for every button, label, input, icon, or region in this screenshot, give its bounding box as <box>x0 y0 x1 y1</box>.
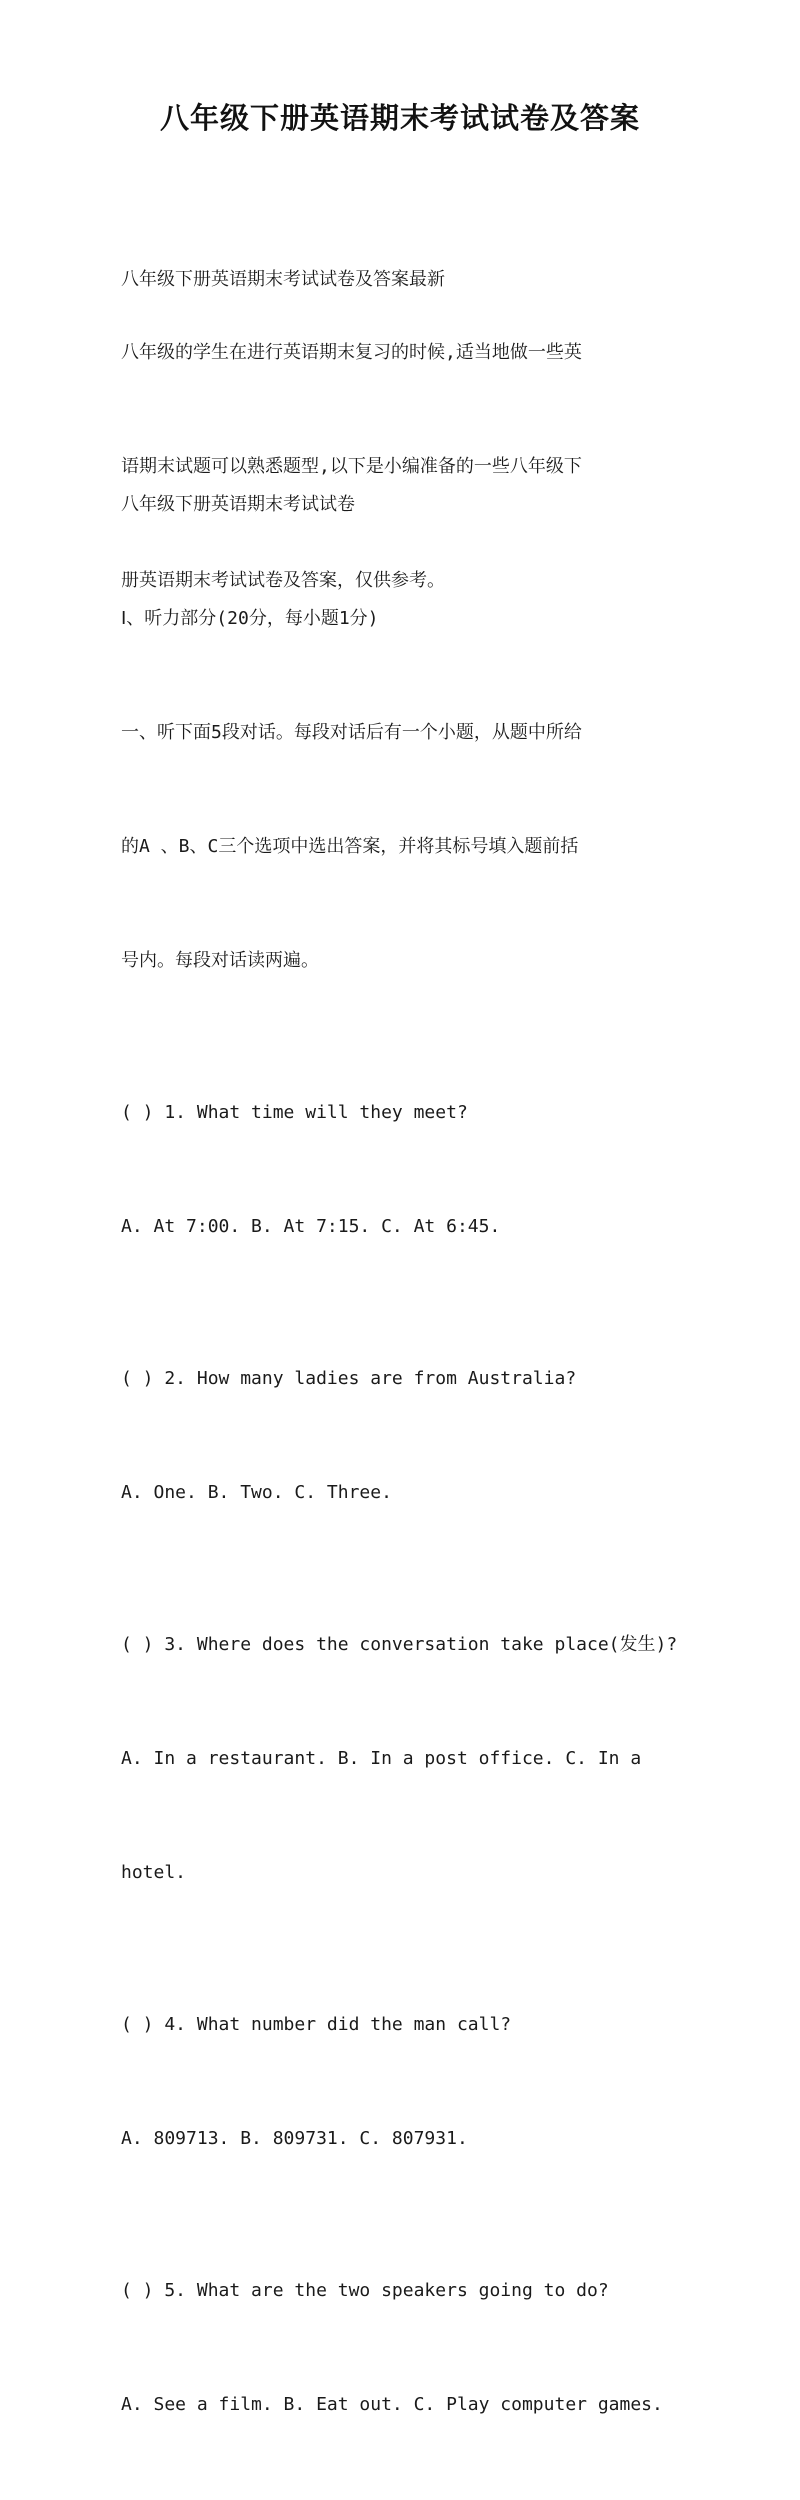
instruction-line: 的A 、B、C三个选项中选出答案，并将其标号填入题前括 <box>121 836 579 857</box>
question-1-options: A. At 7:00. B. At 7:15. C. At 6:45. <box>121 1216 501 1237</box>
question-3: ( ) 3. Where does the conversation take place(发生)? <box>121 1634 678 1655</box>
question-3-options-continued: hotel. <box>121 1862 187 1883</box>
question-2: ( ) 2. How many ladies are from Australia? <box>121 1368 577 1389</box>
document-title: 八年级下册英语期末考试试卷及答案 <box>159 101 640 135</box>
question-3-options: A. In a restaurant. B. In a post office. C. In a <box>121 1748 642 1769</box>
exam-heading: 八年级下册英语期末考试试卷 <box>121 494 355 515</box>
question-5-options: A. See a film. B. Eat out. C. Play computer games. <box>121 2394 663 2415</box>
instruction-line: 号内。每段对话读两遍。 <box>121 950 319 971</box>
exam-content <box>121 410 691 2500</box>
instruction-line: 一、听下面5段对话。每段对话后有一个小题，从题中所给 <box>121 722 582 743</box>
question-1: ( ) 1. What time will they meet? <box>121 1102 468 1123</box>
question-2-options: A. One. B. Two. C. Three. <box>121 1482 392 1503</box>
intro-line: 八年级的学生在进行英语期末复习的时候,适当地做一些英 <box>121 342 582 363</box>
question-4: ( ) 4. What number did the man call? <box>121 2014 512 2035</box>
subtitle-text: 八年级下册英语期末考试试卷及答案最新 <box>121 269 445 290</box>
intro-line: 语期末试题可以熟悉题型,以下是小编准备的一些八年级下 <box>121 456 582 477</box>
intro-line: 册英语期末考试试卷及答案，仅供参考。 <box>121 570 445 591</box>
question-5: ( ) 5. What are the two speakers going to do? <box>121 2280 609 2301</box>
question-4-options: A. 809713. B. 809731. C. 807931. <box>121 2128 468 2149</box>
section-heading: Ⅰ、听力部分(20分，每小题1分) <box>121 608 379 629</box>
